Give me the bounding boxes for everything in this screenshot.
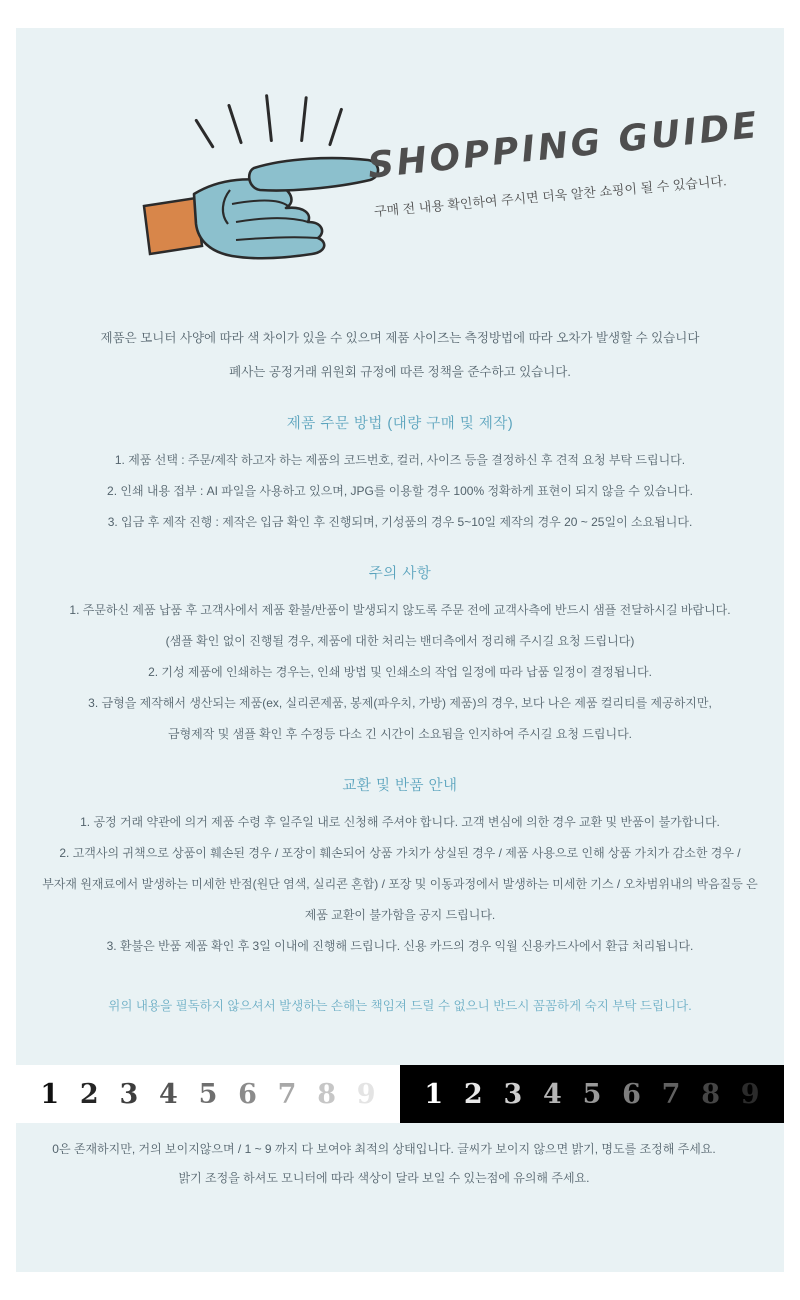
section-line: 3. 환불은 반품 제품 확인 후 3일 이내에 진행해 드립니다. 신용 카드의 경우 익월 신용카드사에서 환급 처리됩니다. [106,938,694,953]
calibration-digit: 9 [356,1078,376,1110]
section-line: 1. 주문하신 제품 납품 후 고객사에서 제품 환불/반품이 발생되지 않도록 주문 전에 교객사측에 반드시 샘플 전달하시길 바랍니다. [69,603,731,618]
calibration-note-line: 밝기 조정을 하셔도 모니터에 따라 색상이 달라 보일 수 있는점에 유의해 주세요. [178,1171,590,1186]
section-heading: 제품 주문 방법 (대량 구매 및 제작) [286,416,514,432]
calibration-digit: 5 [198,1078,218,1110]
page-subtitle: 구매 전 내용 확인하여 주시면 더욱 알찬 쇼핑이 될 수 있습니다. [373,173,728,219]
calibration-digit: 8 [701,1078,720,1110]
section-exchange-return [16,774,784,956]
guide-content [16,328,784,1018]
section-heading: 교환 및 반품 안내 [342,778,458,795]
calibration-digit: 1 [40,1078,60,1110]
guide-header [16,28,784,298]
closing-line: 위의 내용을 필독하지 않으셔서 발생하는 손해는 책임져 드릴 수 없으니 반드시 꼼꼼하게 숙지 부탁 드립니다. [108,999,692,1014]
closing-note [16,996,784,1017]
intro-line-1: 제품은 모니터 사양에 따라 색 차이가 있을 수 있으며 제품 사이즈는 측정방법에 따라 오차가 발생할 수 있습니다 [100,331,700,345]
calibration-digit: 1 [424,1078,444,1110]
calibration-digit: 7 [661,1078,681,1110]
section-line: 금형제작 및 샘플 확인 후 수정등 다소 긴 시간이 소요됨을 인지하여 주시길 요청 드립니다. [168,726,632,741]
calibration-digit: 2 [79,1078,99,1110]
section-heading: 주의 사항 [368,566,432,583]
hand-icon [136,128,396,298]
calibration-digit: 7 [277,1078,297,1110]
intro-line-2: 폐사는 공정거래 위원회 규정에 따른 정책을 준수하고 있습니다. [229,365,571,379]
pointing-hand-illustration [136,88,396,298]
intro-block [16,328,784,382]
section-line: (샘플 확인 없이 진행될 경우, 제품에 대한 처리는 밴더측에서 정리해 주시길 요청 드립니다) [165,634,635,649]
calibration-digit: 2 [463,1078,483,1110]
calibration-digit: 5 [582,1078,602,1110]
section-line: 1. 공정 거래 약관에 의거 제품 수령 후 일주일 내로 신청해 주셔야 합니다. 고객 변심에 의한 경우 교환 및 반품이 불가합니다. [80,815,720,830]
section-line: 2. 기성 제품에 인쇄하는 경우는, 인쇄 방법 및 인쇄소의 작업 일정에 따라 납품 일정이 결정됩니다. [148,664,652,679]
page-title: SHOPPING GUIDE [365,104,762,187]
calibration-digit: 6 [238,1078,257,1110]
section-order-method [16,412,784,532]
calibration-digit: 4 [543,1078,562,1110]
calibration-bar-dark [400,1065,784,1123]
calibration-note-line: 0은 존재하지만, 거의 보이지않으며 / 1 ~ 9 까지 다 보여야 최적의 상태입니다. 글씨가 보이지 않으면 밝기, 명도를 조정해 주세요. [52,1142,716,1156]
calibration-digit: 9 [740,1078,760,1110]
section-line: 3. 금형을 제작해서 생산되는 제품(ex, 실리콘제품, 봉제(파우치, 가방) 제품)의 경우, 보다 나은 제품 컬리티를 제공하지만, [88,695,712,710]
section-line: 1. 제품 선택 : 주문/제작 하고자 하는 제품의 코드번호, 컬러, 사이즈 등을 결정하신 후 견적 요청 부탁 드립니다. [114,453,686,467]
calibration-digit: 8 [317,1078,336,1110]
section-line: 부자재 원재료에서 발생하는 미세한 반점(원단 염색, 실리콘 혼합) / 포장 및 이동과정에서 발생하는 미세한 기스 / 오차범위내의 박음질등 은 [42,876,758,891]
section-line: 3. 입금 후 제작 진행 : 제작은 입금 확인 후 진행되며, 기성품의 경우 5~10일 제작의 경우 20 ~ 25일이 소요됩니다. [107,514,693,529]
calibration-digit: 3 [119,1078,139,1110]
section-cautions [16,562,784,744]
monitor-calibration-bars [16,1065,784,1123]
title-block [365,104,768,220]
section-line: 2. 인쇄 내용 접부 : AI 파일을 사용하고 있으며, JPG를 이용할 경우 100% 정확하게 표현이 되지 않을 수 있습니다. [107,483,693,498]
calibration-digit: 6 [622,1078,641,1110]
calibration-digit: 3 [503,1078,523,1110]
calibration-digit: 4 [159,1078,178,1110]
section-line: 2. 고객사의 귀책으로 상품이 훼손된 경우 / 포장이 훼손되어 상품 가치가 상실된 경우 / 제품 사용으로 인해 상품 가치가 감소한 경우 / [59,846,741,861]
calibration-notes [0,1140,768,1198]
section-line: 제품 교환이 불가함을 공지 드립니다. [304,907,496,922]
calibration-bar-light [16,1065,400,1123]
